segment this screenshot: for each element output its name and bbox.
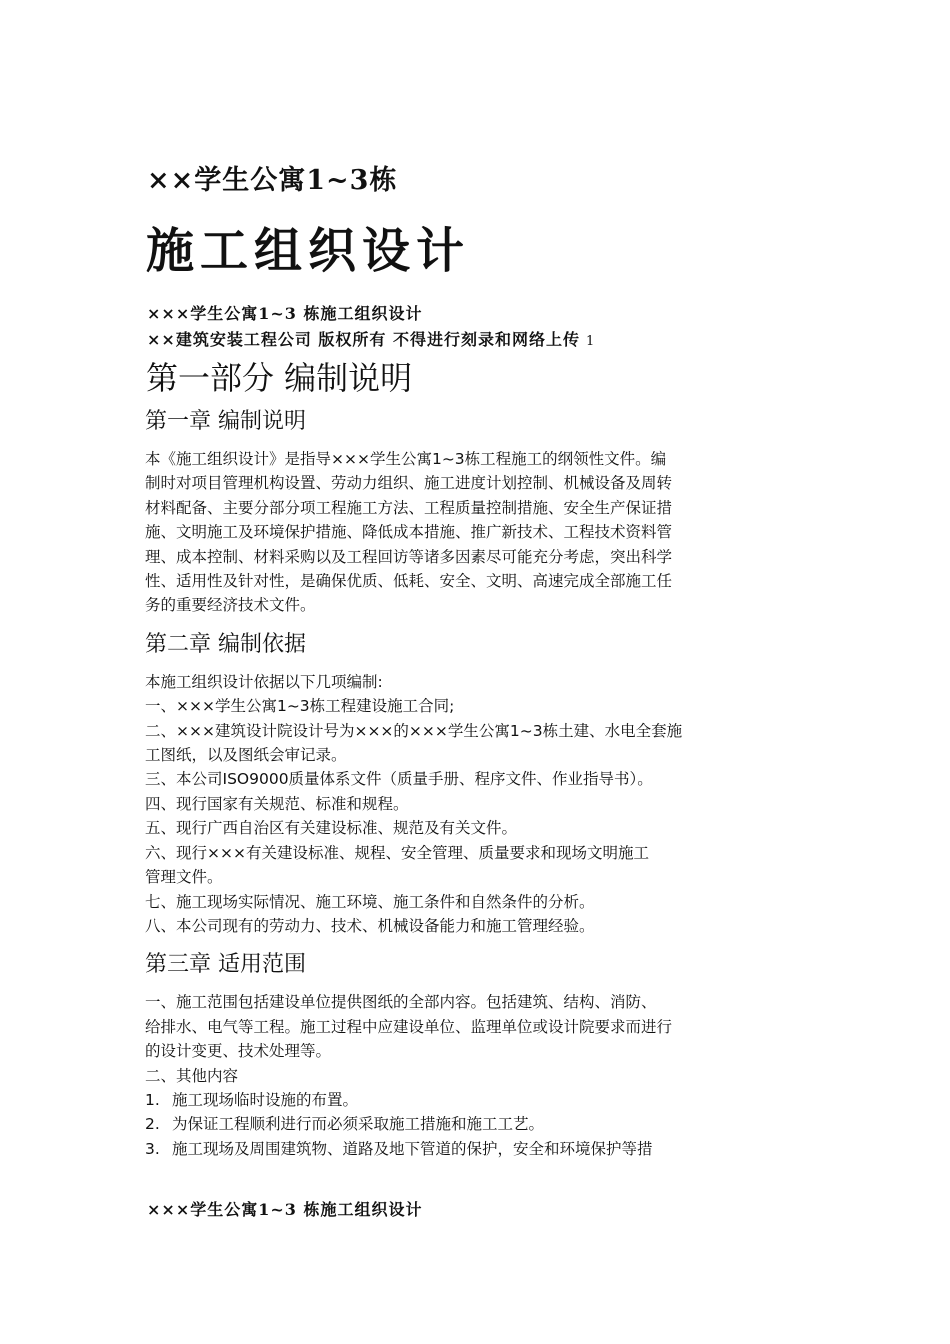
copyright-text: ××建筑安装工程公司 版权所有 不得进行刻录和网络上传 [147,330,580,349]
list-item-continuation: 管理文件。 [145,868,223,887]
spacer [145,938,805,948]
cover-title: 施工组织设计 [146,223,471,279]
cover-subtitle: ××学生公寓1~3栋 [147,165,398,196]
copyright-line [147,327,595,350]
paragraph-line: 理、成本控制、材料采购以及工程回访等诸多因素尽可能充分考虑，突出科学 [145,547,673,566]
item-number: 1. [145,1090,160,1109]
list-item: 七、施工现场实际情况、施工环境、施工条件和自然条件的分析。 [145,892,595,911]
list-item: 三、本公司ISO9000质量体系文件（质量手册、程序文件、作业指导书）。 [145,770,653,789]
list-item-continuation: 工图纸，以及图纸会审记录。 [145,746,347,765]
numbered-list [145,1088,805,1161]
paragraph-line: 施、文明施工及环境保护措施、降低成本措施、推广新技术、工程技术资料管 [145,523,673,542]
chapter-2 [145,628,805,938]
list-item: 一、×××学生公寓1~3栋工程建设施工合同; [145,697,455,716]
chapter-3 [145,948,805,1161]
list-item: 四、现行国家有关规范、标准和规程。 [145,794,409,813]
chapter-1 [145,405,805,618]
paragraph-line: 的设计变更、技术处理等。 [145,1042,332,1061]
document-body [145,405,805,1161]
item-text: 施工现场及周围建筑物、道路及地下管道的保护，安全和环境保护等措 [172,1139,653,1158]
part-title: 第一部分 编制说明 [146,359,413,397]
list-item: 二、×××建筑设计院设计号为×××的×××学生公寓1~3栋土建、水电全套施 [145,721,683,740]
paragraph-line: 性、适用性及针对性，是确保优质、低耗、安全、文明、高速完成全部施工任 [145,572,673,591]
page-number: 1 [585,334,596,349]
paragraph-line: 本《施工组织设计》是指导×××学生公寓1~3栋工程施工的纲领性文件。编 [145,450,667,468]
numbered-item [145,1112,805,1136]
chapter-title: 第三章 适用范围 [145,952,306,978]
item-text: 为保证工程顺利进行而必须采取施工措施和施工工艺。 [172,1115,545,1134]
item-number: 2. [145,1115,160,1134]
paragraph-line: 本施工组织设计依据以下几项编制: [145,672,383,691]
running-footer: ×××学生公寓1~3 栋施工组织设计 [147,1200,423,1219]
numbered-item [145,1088,805,1112]
list-item: 六、现行×××有关建设标准、规程、安全管理、质量要求和现场文明施工 [145,843,649,862]
paragraph-line: 一、施工范围包括建设单位提供图纸的全部内容。包括建筑、结构、消防、 [145,993,657,1012]
item-number: 3. [145,1139,160,1158]
list-item: 五、现行广西自治区有关建设标准、规范及有关文件。 [145,819,518,838]
paragraph-line: 制时对项目管理机构设置、劳动力组织、施工进度计划控制、机械设备及周转 [145,474,673,493]
list-item: 八、本公司现有的劳动力、技术、机械设备能力和施工管理经验。 [145,916,595,935]
paragraph-line: 二、其他内容 [145,1066,239,1085]
paragraph-line: 务的重要经济技术文件。 [145,596,316,615]
chapter-title: 第一章 编制说明 [145,409,306,434]
spacer [145,618,805,628]
paragraph-line: 给排水、电气等工程。施工过程中应建设单位、监理单位或设计院要求而进行 [145,1017,673,1036]
item-text: 施工现场临时设施的布置。 [172,1090,359,1109]
paragraph-line: 材料配备、主要分部分项工程施工方法、工程质量控制措施、安全生产保证措 [145,498,673,517]
chapter-title: 第二章 编制依据 [145,631,306,657]
running-header: ×××学生公寓1~3 栋施工组织设计 [147,304,423,323]
numbered-item [145,1137,805,1161]
